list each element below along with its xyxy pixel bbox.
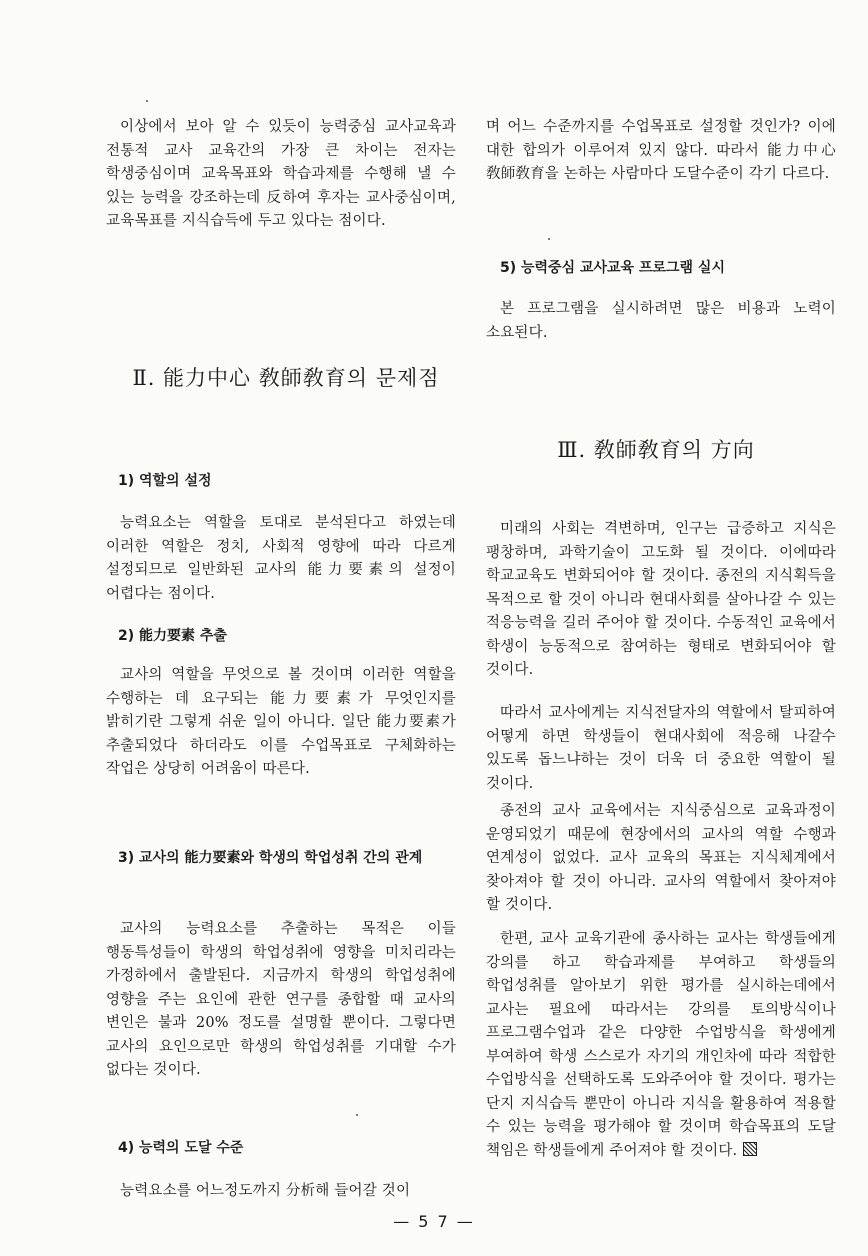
section-5-text: 본 프로그램을 실시하려면 많은 비용과 노력이 소요된다. bbox=[486, 301, 836, 341]
direction-paragraph-4 bbox=[486, 928, 836, 1163]
direction-paragraph-1: 미래의 사회는 격변하며, 인구는 급증하고 지식은 팽창하며, 과학기술이 고도화 될 것이다. 이에따라 학교교육도 변화되어야 할 것이다. 종전의 지식획득을 목적으로 할 것이 아니라 현대사회를 살아나갈 수 있는 적응능력을 길러 주어야 할 것이다. 수동적인 교육에서 학생이 능동적으로 참여하는 형태로 변화되어야 할 것이다. bbox=[486, 521, 836, 678]
section-3-text: 교사의 능력요소를 추출하는 목적은 이들 행동특성들이 학생의 학업성취에 영향을 미치리라는 가정하에서 출발된다. 지금까지 학생의 학업성취에 영향을 주는 요인에 관한 연구를 종합할 때 교사의 변인은 불과 20% 정도를 설명할 뿐이다. 그렇다면 교사의 요인으로만 학생의 학업성취를 기대할 수가 없다는 것이다. bbox=[106, 921, 456, 1078]
section-1-heading: 1) 역할의 설정 bbox=[118, 473, 212, 489]
direction-paragraph-2: 따라서 교사에게는 지식전달자의 역할에서 탈피하여 어떻게 하면 학생들이 현대사회에 적응해 나갈수 있도록 돕느냐하는 것이 더욱 더 중요한 역할이 될 것이다. bbox=[486, 705, 836, 792]
direction-paragraph-3: 종전의 교사 교육에서는 지식중심으로 교육과정이 운영되었기 때문에 현장에서의 교사의 역할 수행과 연계성이 없었다. 교사 교육의 목표는 지식체계에서 찾아져야 할 것이 아니라. 교사의 역할에서 찾아져야 할 것이다. bbox=[486, 803, 836, 913]
section-1-text: 능력요소는 역할을 토대로 분석된다고 하였는데 이러한 역할은 정치, 사회적 영향에 따라 다르게 설정되므로 일반화된 교사의 能力要素의 설정이 어렵다는 점이다. bbox=[106, 515, 456, 602]
chapter-2-title: Ⅱ. 能力中心 敎師敎育의 문제점 bbox=[132, 366, 440, 390]
section-2-heading: 2) 能力要素 추출 bbox=[118, 628, 227, 644]
section-3-heading: 3) 교사의 能力要素와 학생의 학업성취 간의 관계 bbox=[118, 850, 423, 866]
section-4-text: 능력요소를 어느정도까지 分析해 들어갈 것이 bbox=[120, 1183, 411, 1199]
page-number: — 5 7 — bbox=[393, 1212, 475, 1231]
intro-paragraph: 이상에서 보아 알 수 있듯이 능력중심 교사교육과 전통적 교사 교육간의 가장 큰 차이는 전자는 학생중심이며 교육목표와 학습과제를 수행해 낼 수 있는 능력을 강조하는데 反하여 후자는 교사중심이며, 교육목표를 지식습득에 두고 있다는 점이다. bbox=[106, 119, 456, 229]
scan-speck bbox=[548, 238, 550, 240]
direction-paragraph-4-text: 한편, 교사 교육기관에 종사하는 교사는 학생들에게 강의를 하고 학습과제를 부여하고 학생들의 학업성취를 알아보기 위한 평가를 실시하는데에서 교사는 필요에 따라서는 강의를 토의방식이나 프로그램수업과 같은 다양한 수업방식을 학생에게 부여하여 학생 스스로가 자기의 개인차에 따라 적합한 수업방식을 선택하도록 도와주어야 할 것이다. 평가는 단지 지식습득 뿐만이 아니라 지식을 활용하여 적용할 수 있는 능력을 평가해야 할 것이며 학습목표의 도달 책임은 학생들에게 주어져야 할 것이다. bbox=[486, 931, 836, 1159]
end-mark-icon bbox=[743, 1142, 757, 1156]
section-2-text: 교사의 역할을 무엇으로 볼 것이며 이러한 역할을 수행하는 데 요구되는 能力要素가 무엇인지를 밝히기란 그렇게 쉬운 일이 아니다. 일단 能力要素가 추출되었다 하더라도 이를 수업목표로 구체화하는 작업은 상당히 어려움이 따른다. bbox=[106, 667, 456, 777]
scan-speck bbox=[356, 1114, 358, 1116]
continued-paragraph: 며 어느 수준까지를 수업목표로 설정할 것인가? 이에 대한 합의가 이루어져 있지 않다. 따라서 能力中心 敎師敎育을 논하는 사람마다 도달수준이 각기 다르다. bbox=[486, 119, 836, 182]
scan-speck bbox=[146, 100, 148, 102]
section-5-heading: 5) 능력중심 교사교육 프로그램 실시 bbox=[500, 260, 725, 276]
section-4-heading: 4) 능력의 도달 수준 bbox=[118, 1140, 244, 1156]
chapter-3-title: Ⅲ. 敎師敎育의 方向 bbox=[557, 438, 755, 462]
